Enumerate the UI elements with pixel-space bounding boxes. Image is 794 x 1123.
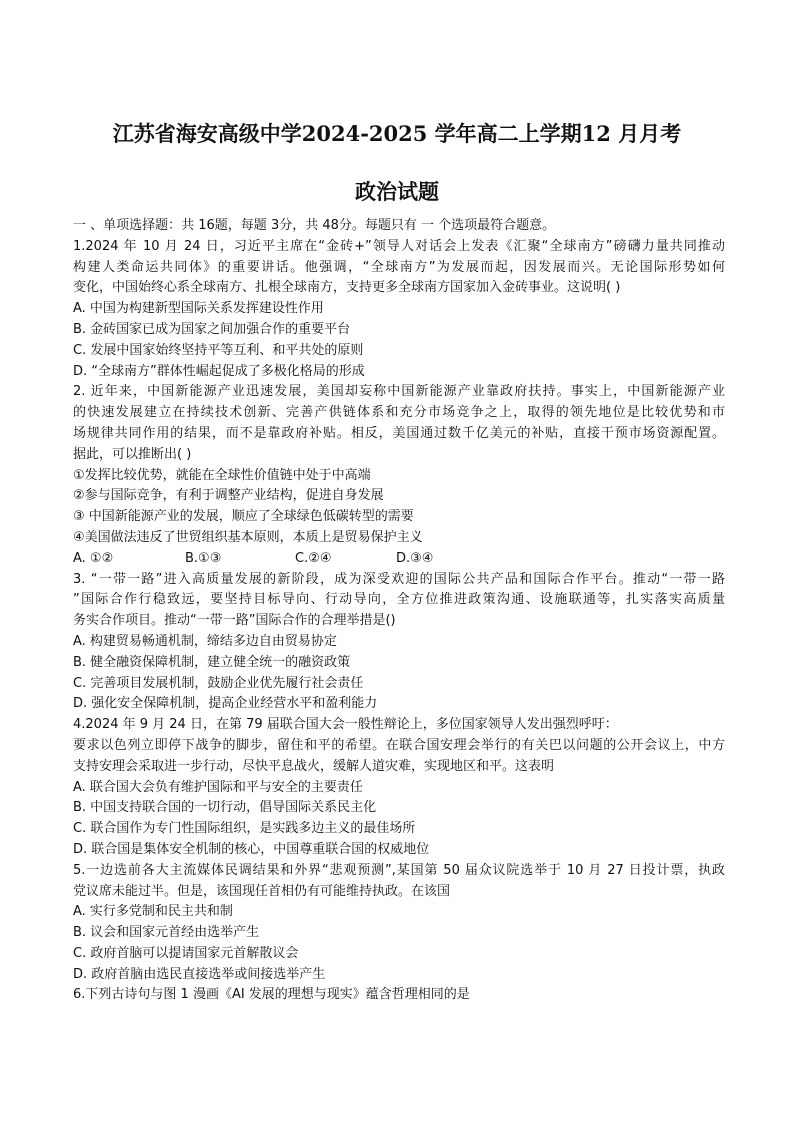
- answer-option-b: B. 中国支持联合国的一切行动，倡导国际关系民主化: [73, 800, 377, 816]
- question-stem-line: 4.2024 年 9 月 24 日，在第 79 届联合国大会一般性辩论上，多位国家领导人发出强烈呼吁：: [73, 717, 618, 733]
- answer-option-b: B. 议会和国家元首经由选举产生: [73, 925, 260, 941]
- question-stem-line: 支持安理会采取进一步行动，尽快平息战火，缓解人道灾难，实现地区和平。这表明: [73, 758, 555, 774]
- question-stem-line: 1.2024 年 10 月 24 日，习近平主席在“金砖+”领导人对话会上发表《汇聚“全球南方”磅礴力量共同推动: [73, 238, 725, 254]
- question-stem-line: ”国际合作行稳致远，要坚持目标导向、行动导向，全方位推进政策沟通、设施联通等，扎实落实高质量: [73, 592, 725, 608]
- answer-option-a: A. 实行多党制和民主共和制: [73, 904, 233, 920]
- answer-option-c: C.②④: [295, 550, 332, 566]
- question-stem-line: 要求以色列立即停下战争的脚步，留住和平的希望。在联合国安理会举行的有关巴以问题的公开会议上，中方: [73, 737, 725, 753]
- question-3: [73, 570, 725, 716]
- exam-content: [73, 216, 725, 1006]
- question-1: [73, 237, 725, 383]
- answer-option-c: C. 政府首脑可以提请国家元首解散议会: [73, 945, 299, 961]
- answer-option-b: B. 健全融资保障机制，建立健全统一的融资政策: [73, 654, 351, 670]
- answer-option-d: D. “全球南方”群体性崛起促成了多极化格局的形成: [73, 363, 365, 379]
- answer-option-a: A. 中国为构建新型国际关系发挥建设性作用: [73, 301, 324, 317]
- statement-4: ④美国做法违反了世贸组织基本原则，本质上是贸易保护主义: [73, 529, 423, 545]
- answer-option-c: C. 发展中国家始终坚持平等互利、和平共处的原则: [73, 342, 364, 358]
- answer-option-a: A. 构建贸易畅通机制，缔结多边自由贸易协定: [73, 633, 337, 649]
- question-5: [73, 861, 725, 986]
- exam-subtitle: 政治试题: [355, 179, 439, 204]
- answer-option-d: D.③④: [396, 550, 434, 566]
- answer-option-b: B. 金砖国家已成为国家之间加强合作的重要平台: [73, 321, 351, 337]
- statement-3: ③ 中国新能源产业的发展，顺应了全球绿色低碳转型的需要: [73, 509, 414, 525]
- question-stem-line: 务实合作项目。推动“一带一路”国际合作的合理举措是(): [73, 613, 396, 629]
- section-heading: 一 、单项选择题：共 16题，每题 3分，共 48分。每题只有 一 个选项最符合题意。: [73, 218, 556, 233]
- answer-option-d: D. 联合国是集体安全机制的核心，中国尊重联合国的权威地位: [73, 841, 430, 857]
- question-stem-line: 党议席未能过半。但是，该国现任首相仍有可能维持执政。在该国: [73, 883, 451, 899]
- question-stem-line: 场规律共同作用的结果，而不是靠政府补贴。相反，美国通过数千亿美元的补贴，直接干预市场资源配置。: [73, 425, 725, 441]
- question-2: [73, 382, 725, 569]
- answer-option-a: A. 联合国大会负有维护国际和平与安全的主要责任: [73, 779, 363, 795]
- question-4: [73, 715, 725, 861]
- question-6: [73, 985, 725, 1006]
- question-stem-line: 3. “一带一路”进入高质量发展的新阶段，成为深受欢迎的国际公共产品和国际合作平台。推动“一带一路: [73, 571, 725, 587]
- question-stem-line: 2. 近年来，中国新能源产业迅速发展，美国却妄称中国新能源产业靠政府扶持。事实上，中国新能源产业: [73, 384, 725, 400]
- answer-option-b: B.①③: [185, 550, 222, 566]
- question-stem-line: 构建人类命运共同体》的重要讲话。他强调，“全球南方”为发展而起，因发展而兴。无论国际形势如何: [73, 259, 725, 275]
- question-stem-line: 5.一边选前各大主流媒体民调结果和外界“悲观预测”,某国第 50 届众议院选举于 10 月 27 日投计票，执政: [73, 862, 725, 878]
- question-stem-line: 6.下列古诗句与图 1 漫画《AI 发展的理想与现实》蕴含哲理相同的是: [73, 987, 470, 1003]
- question-stem-line: 据此，可以推断出( ): [73, 446, 192, 462]
- question-stem-line: 的快速发展建立在持续技术创新、完善产供链体系和充分市场竞争之上，取得的领先地位是比较优势和市: [73, 405, 725, 421]
- question-stem-line: 变化，中国始终心系全球南方、扎根全球南方，支持更多全球南方国家加入金砖事业。这说明( ): [73, 280, 621, 296]
- answer-option-d: D. 强化安全保障机制，提高企业经营水平和盈利能力: [73, 696, 378, 712]
- answer-option-a: A. ①②: [73, 550, 114, 566]
- answer-option-c: C. 完善项目发展机制，鼓励企业优先履行社会责任: [73, 675, 364, 691]
- statement-2: ②参与国际竞争，有利于调整产业结构，促进自身发展: [73, 488, 384, 504]
- answer-option-d: D. 政府首脑由选民直接选举或间接选举产生: [73, 966, 326, 982]
- answer-option-c: C. 联合国作为专门性国际组织，是实践多边主义的最佳场所: [73, 821, 416, 837]
- answer-options-row: [73, 549, 725, 570]
- statement-1: ①发挥比较优势，就能在全球性价值链中处于中高端: [73, 467, 371, 483]
- exam-title: 江苏省海安高级中学2024-2025 学年高二上学期12 月月考: [112, 121, 682, 146]
